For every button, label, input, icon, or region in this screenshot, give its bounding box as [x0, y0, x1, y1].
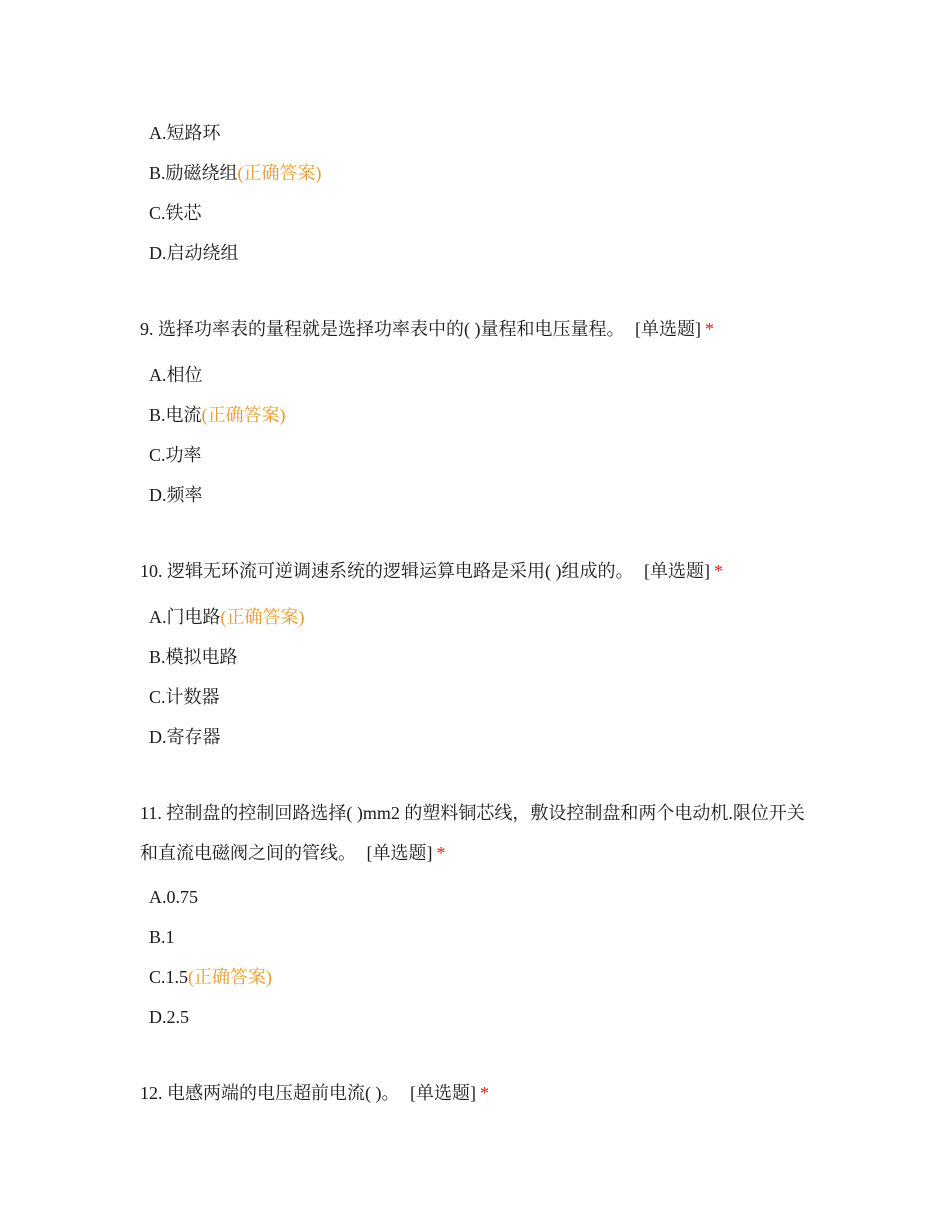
q8-option-d[interactable] [149, 241, 239, 265]
q10-option-c[interactable] [149, 685, 220, 709]
q8-option-c[interactable] [149, 201, 202, 225]
required-marker: * [705, 319, 714, 339]
correct-answer-tag: (正确答案) [201, 405, 286, 425]
question-type: [单选题] [635, 319, 701, 339]
option-text: B.模拟电路 [149, 647, 238, 667]
option-text: D.2.5 [149, 1007, 189, 1027]
q8-option-b[interactable] [149, 161, 322, 185]
question-text: 10. 逻辑无环流可逆调速系统的逻辑运算电路是采用( )组成的。 [140, 561, 634, 581]
question-12-title [140, 1073, 820, 1113]
option-text: B.1 [149, 927, 175, 947]
option-text: D.寄存器 [149, 727, 221, 747]
option-text: D.频率 [149, 485, 203, 505]
question-text: 9. 选择功率表的量程就是选择功率表中的( )量程和电压量程。 [140, 319, 625, 339]
option-text: A.短路环 [149, 123, 221, 143]
question-11-title [140, 793, 820, 873]
option-text: A.相位 [149, 365, 203, 385]
question-9-title [140, 309, 820, 349]
required-marker: * [480, 1083, 489, 1103]
correct-answer-tag: (正确答案) [220, 607, 305, 627]
q11-option-d[interactable] [149, 1005, 189, 1029]
q11-option-c[interactable] [149, 965, 272, 989]
correct-answer-tag: (正确答案) [188, 967, 273, 987]
question-text: 12. 电感两端的电压超前电流( )。 [140, 1083, 400, 1103]
option-text: C.计数器 [149, 687, 220, 707]
q11-option-a[interactable] [149, 885, 198, 909]
q8-option-a[interactable] [149, 121, 221, 145]
q10-option-b[interactable] [149, 645, 238, 669]
q9-option-a[interactable] [149, 363, 203, 387]
option-text: A.0.75 [149, 887, 198, 907]
question-10-title [140, 551, 820, 591]
question-type: [单选题] [366, 843, 433, 863]
correct-answer-tag: (正确答案) [237, 163, 322, 183]
required-marker: * [436, 843, 446, 863]
q9-option-b[interactable] [149, 403, 286, 427]
required-marker: * [714, 561, 723, 581]
option-text: C.功率 [149, 445, 202, 465]
q11-option-b[interactable] [149, 925, 175, 949]
option-text: A.门电路 [149, 607, 221, 627]
question-type: [单选题] [410, 1083, 476, 1103]
q9-option-c[interactable] [149, 443, 202, 467]
option-text: C.铁芯 [149, 203, 202, 223]
q10-option-d[interactable] [149, 725, 221, 749]
option-text: B.励磁绕组 [149, 163, 238, 183]
q10-option-a[interactable] [149, 605, 305, 629]
option-text: D.启动绕组 [149, 243, 239, 263]
question-type: [单选题] [644, 561, 710, 581]
question-text: 11. 控制盘的控制回路选择( )mm2 的塑料铜芯线，敷设控制盘和两个电动机.限位开关和直流电磁阀之间的管线。 [140, 803, 805, 863]
option-text: B.电流 [149, 405, 202, 425]
option-text: C.1.5 [149, 967, 189, 987]
q9-option-d[interactable] [149, 483, 203, 507]
